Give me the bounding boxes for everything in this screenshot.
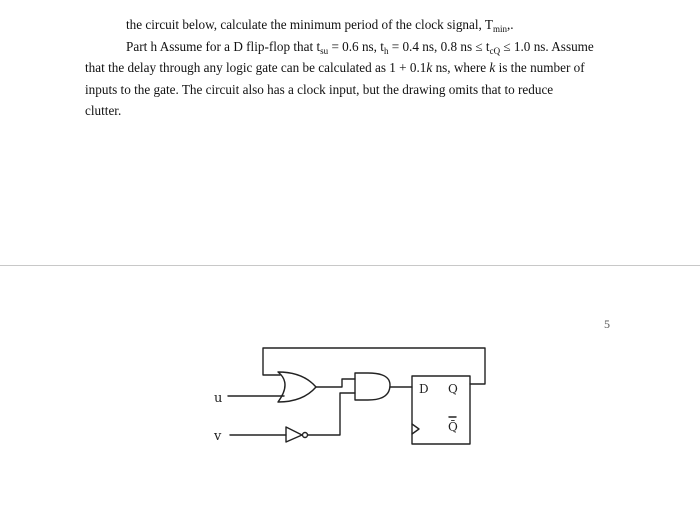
and-gate (355, 373, 390, 400)
label-v: v (214, 429, 222, 444)
or-gate (278, 372, 316, 402)
problem-text (85, 14, 645, 122)
inverter-bubble (303, 433, 308, 438)
text-line-4: inputs to the gate. The circuit also has a clock input, but the drawing omits that to reduce (85, 81, 554, 97)
page-number: 5 (604, 317, 610, 331)
text-line-3: that the delay through any logic gate can be calculated as 1 + 0.1k ns, where k is the number of (85, 60, 585, 75)
or-output-wire (316, 379, 355, 387)
circuit-diagram (200, 340, 510, 455)
label-q: Q (448, 382, 458, 396)
label-qbar: Q̄ (448, 420, 458, 434)
inverter-gate (286, 427, 302, 442)
label-d: D (419, 382, 429, 396)
inverter-output-wire (308, 393, 355, 435)
clock-wedge (412, 424, 419, 434)
feedback-wire (263, 348, 485, 384)
text-line-5: clutter. (85, 103, 122, 118)
page-divider (0, 265, 700, 266)
text-line-1: the circuit below, calculate the minimum period of the clock signal, $T_{min}$,. (126, 17, 514, 34)
label-u: u (214, 391, 223, 406)
text-line-2: Part h Assume for a D flip-flop that $t_{su} = 0.6$ ns, $t_h = 0.4$ ns, 0.8 ns ≤ $t_{cQ} \le 1.0$ ns. Assume (126, 38, 594, 56)
